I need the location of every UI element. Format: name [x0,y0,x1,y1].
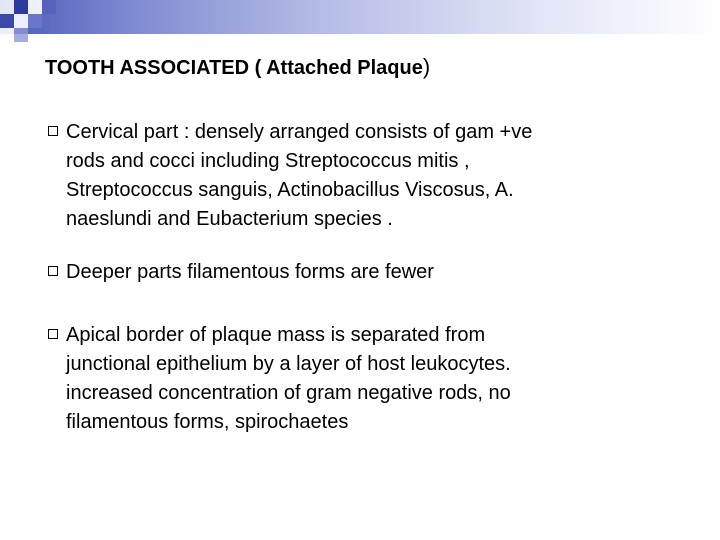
header-decorative-squares [0,0,720,42]
bullet-item [48,258,658,287]
bullet-item [48,321,658,437]
bullet-text [66,258,658,287]
bullet-line: Deeper parts filamentous forms are fewer [66,261,434,283]
slide-title-text: TOOTH ASSOCIATED ( Attached Plaque [45,57,423,79]
header-band [0,0,720,42]
bullet-text [66,118,658,234]
bullet-line: junctional epithelium by a layer of host leukocytes. [66,353,511,375]
bullet-item [48,118,658,234]
slide-title [45,54,430,80]
bullet-line: increased concentration of gram negative rods, no [66,382,511,404]
checkbox-square-icon [48,329,58,339]
bullet-line: filamentous forms, spirochaetes [66,411,349,433]
bullet-line: naeslundi and Eubacterium species . [66,208,393,230]
bullet-line: Streptococcus sanguis, Actinobacillus Viscosus, A. [66,179,514,201]
slide-title-paren: ) [422,54,431,79]
bullet-line: Apical border of plaque mass is separated from [66,324,486,346]
checkbox-square-icon [48,266,58,276]
bullet-line: rods and cocci including Streptococcus mitis , [66,150,470,172]
bullet-text [66,321,658,437]
checkbox-square-icon [48,126,58,136]
bullet-line: Cervical part : densely arranged consists of gam +ve [66,121,533,143]
